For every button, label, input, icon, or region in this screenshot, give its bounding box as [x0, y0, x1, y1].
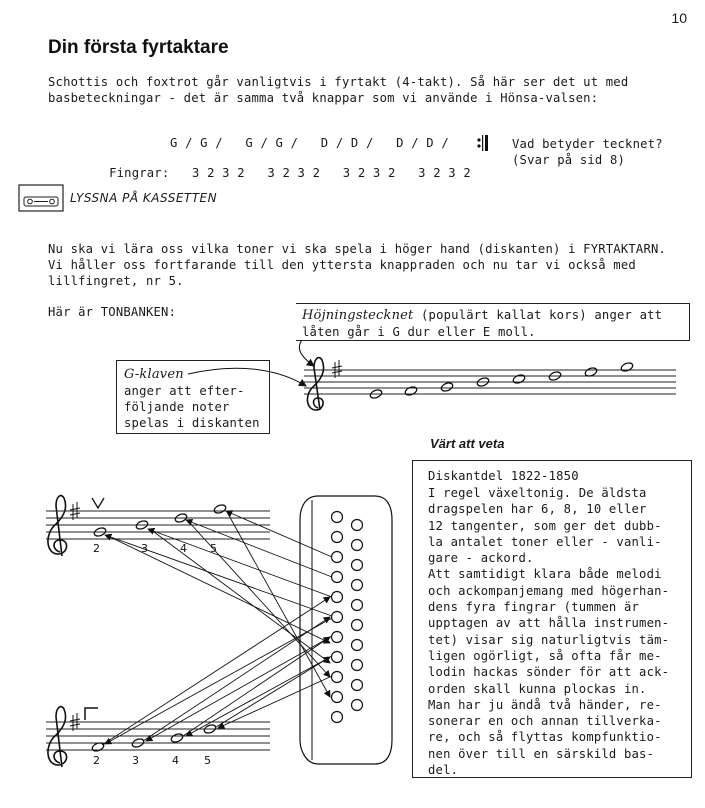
- accordion-button-board: [300, 496, 392, 764]
- bellows-symbol-lower: [85, 708, 98, 720]
- treble-clef-icon: [307, 358, 323, 410]
- bellows-symbol-upper: [92, 498, 104, 508]
- page-title: Din första fyrtaktare: [48, 37, 229, 58]
- aside-title: Diskantdel 1822-1850: [428, 469, 579, 483]
- lower-finger-4: 4: [172, 754, 179, 767]
- gclef-callout-body: anger att efter- följande noter spelas i diskanten: [124, 384, 260, 430]
- lower-finger-2: 2: [93, 754, 100, 767]
- tonbank-label: Här är TONBANKEN:: [48, 305, 177, 319]
- cassette-label: LYSSNA PÅ KASSETTEN: [70, 191, 218, 205]
- aside-body: I regel växeltonig. De äldsta dragspelen har 6, 8, 10 eller 12 tangenter, som ger det dubb- la antalet toner eller - vanli- gare - ackord. Att samtidigt klara både melodi och ackompanjemang med högerhan- dens fyra fingrar (tummen är upptagen av att hålla instrumen- tet) visar sig naturligtvis täm- ligen ogörligt, så ofta får me- lodin hackas sönder för att ack- orden skall kunna plockas in. Man har ju ändå två händer, re- sonerar en och annan tillverka- re, och så flyttas kompfunktio- nen över till en särskild bas- del.: [428, 486, 670, 778]
- sharp-callout-term: Höjningstecknet: [302, 308, 414, 323]
- paragraph-two: Nu ska vi lära oss vilka toner vi ska spela i höger hand (diskanten) i FYRTAKTARN. Vi håller oss fortfarande till den yttersta knappraden och nu tar vi också med lillfingret, nr 5.: [48, 242, 667, 288]
- sharp-icon: [332, 360, 342, 378]
- chord-row: G / G / G / G / D / D / D / D /: [170, 136, 449, 150]
- lower-finger-3: 3: [132, 754, 139, 767]
- lower-finger-5: 5: [204, 754, 211, 767]
- gclef-callout-term: G-klaven: [124, 367, 184, 382]
- page-number: 10: [671, 10, 687, 26]
- sharp-callout-body: (populärt kallat kors) anger att låten går i G dur eller E moll.: [302, 308, 663, 339]
- fingers-values: 3 2 3 2 3 2 3 2 3 2 3 2 3 2 3 2: [192, 166, 471, 180]
- aside-heading: Värt att veta: [430, 436, 505, 451]
- upper-finger-3: 3: [141, 542, 148, 555]
- question-text: Vad betyder tecknet? (Svar på sid 8): [512, 137, 663, 167]
- intro-paragraph: Schottis och foxtrot går vanligtvis i fyrtakt (4-takt). Så här ser det ut med basbeteckningar - det är samma två knappar som vi använde i Hönsa-valsen:: [48, 75, 629, 105]
- upper-treble-clef-icon: [48, 496, 67, 556]
- upper-finger-4: 4: [180, 542, 187, 555]
- upper-finger-2: 2: [93, 542, 100, 555]
- upper-finger-5: 5: [210, 542, 217, 555]
- lower-treble-clef-icon: [48, 707, 67, 767]
- lower-staff: [46, 722, 270, 750]
- fingers-label: Fingrar:: [109, 166, 170, 180]
